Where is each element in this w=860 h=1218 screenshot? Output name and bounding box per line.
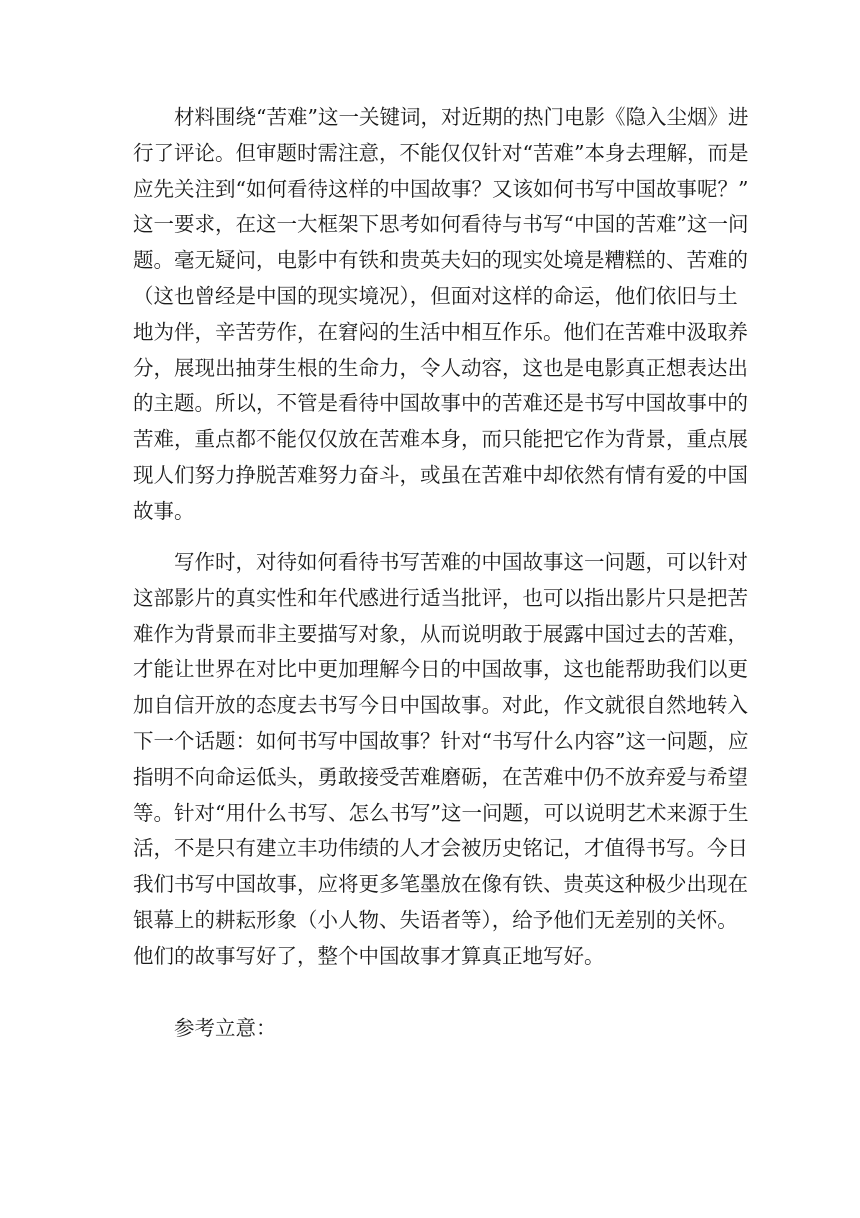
text-line: 下一个话题：如何书写中国故事？针对“书写什么内容”这一问题，应 — [133, 728, 749, 753]
text-line: 现人们努力挣脱苦难努力奋斗，或虽在苦难中却依然有情有爱的中国 — [133, 462, 748, 487]
paragraph-writing-guidance — [133, 545, 749, 975]
text-line: 写作时，对待如何看待书写苦难的中国故事这一问题，可以针对 — [174, 550, 748, 574]
text-line: 的主题。所以，不管是看待中国故事中的苦难还是书写中国故事中的 — [133, 391, 748, 416]
text-line: 指明不向命运低头，勇敢接受苦难磨砺，在苦难中仍不放弃爱与希望 — [133, 764, 748, 789]
text-line: 地为伴，辛苦劳作，在窘闷的生活中相互作乐。他们在苦难中汲取养 — [133, 319, 748, 344]
text-line: 行了评论。但审题时需注意，不能仅仅针对“苦难”本身去理解，而是 — [133, 140, 749, 165]
text-line: 加自信开放的态度去书写今日中国故事。对此，作文就很自然地转入 — [133, 693, 748, 718]
section-heading: 参考立意： — [174, 1016, 277, 1040]
text-line: 这一要求，在这一大框架下思考如何看待与书写“中国的苦难”这一问 — [133, 212, 749, 237]
text-line: 他们的故事写好了，整个中国故事才算真正地写好。 — [133, 943, 605, 968]
text-line: 银幕上的耕耘形象（小人物、失语者等），给予他们无差别的关怀。 — [133, 907, 738, 932]
text-line: 应先关注到“如何看待这样的中国故事？又该如何书写中国故事呢？” — [133, 176, 749, 201]
text-line: 等。针对“用什么书写、怎么书写”这一问题，可以说明艺术来源于生 — [133, 800, 749, 825]
text-line: 材料围绕“苦难”这一关键词，对近期的热门电影《隐入尘烟》进 — [174, 105, 749, 129]
text-line: 活，不是只有建立丰功伟绩的人才会被历史铭记，才值得书写。今日 — [133, 836, 748, 861]
text-line: 这部影片的真实性和年代感进行适当批评，也可以指出影片只是把苦 — [133, 585, 748, 610]
text-line: 才能让世界在对比中更加理解今日的中国故事，这也能帮助我们以更 — [133, 657, 748, 682]
text-line: 故事。 — [133, 498, 195, 523]
paragraph-reference-heading — [133, 1011, 730, 1047]
paragraph-analysis — [133, 100, 749, 530]
text-line: 题。毫无疑问，电影中有铁和贵英夫妇的现实处境是糟糕的、苦难的 — [133, 248, 748, 273]
text-line: 我们书写中国故事，应将更多笔墨放在像有铁、贵英这种极少出现在 — [133, 872, 748, 897]
text-line: 难作为背景而非主要描写对象，从而说明敢于展露中国过去的苦难， — [133, 621, 748, 646]
text-line: 分，展现出抽芽生根的生命力，令人动容，这也是电影真正想表达出 — [133, 355, 748, 380]
text-line: （这也曾经是中国的现实境况），但面对这样的命运，他们依旧与土 — [133, 283, 738, 308]
text-line: 苦难，重点都不能仅仅放在苦难本身，而只能把它作为背景，重点展 — [133, 427, 748, 452]
